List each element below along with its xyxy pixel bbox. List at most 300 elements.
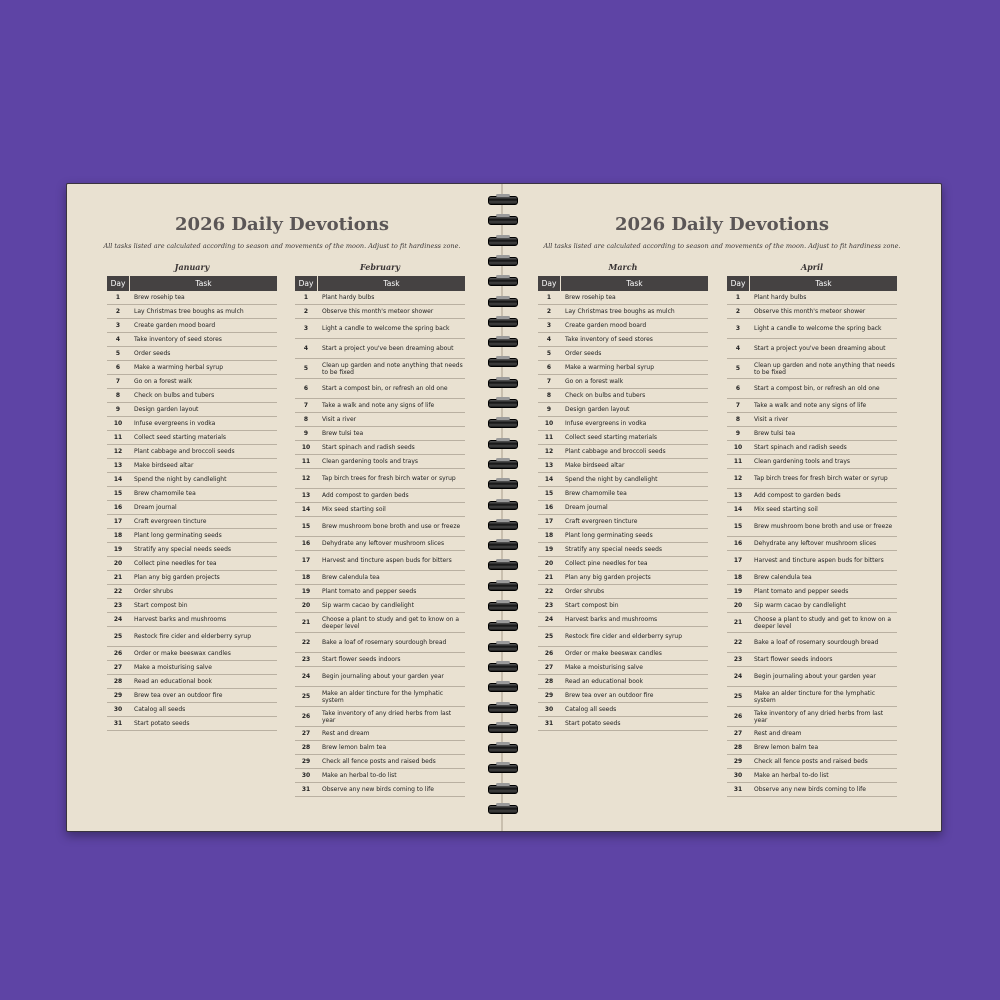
day-number: 16 xyxy=(113,504,123,511)
task-text: Catalog all seeds xyxy=(565,706,617,713)
task-text: Light a candle to welcome the spring back xyxy=(322,325,450,332)
task-row xyxy=(727,571,897,585)
day-number: 10 xyxy=(733,444,743,451)
spiral-ring xyxy=(488,622,518,631)
day-number: 6 xyxy=(546,364,552,371)
task-row xyxy=(107,647,277,661)
day-number: 26 xyxy=(113,650,123,657)
task-text: Craft evergreen tincture xyxy=(134,518,207,525)
task-row xyxy=(538,599,708,613)
task-row xyxy=(295,469,465,489)
task-text: Order seeds xyxy=(565,350,602,357)
spiral-ring xyxy=(488,764,518,773)
task-text: Collect seed starting materials xyxy=(134,434,226,441)
day-number: 10 xyxy=(113,420,123,427)
day-number: 18 xyxy=(301,574,311,581)
spiral-ring xyxy=(488,379,518,388)
task-row xyxy=(727,667,897,687)
task-row xyxy=(538,431,708,445)
task-text: Catalog all seeds xyxy=(134,706,186,713)
day-number: 6 xyxy=(115,364,121,371)
task-row xyxy=(538,459,708,473)
task-row xyxy=(107,417,277,431)
task-text: Order seeds xyxy=(134,350,171,357)
day-number: 31 xyxy=(113,720,123,727)
task-text: Dream journal xyxy=(565,504,608,511)
task-row xyxy=(295,687,465,707)
task-text: Brew lemon balm tea xyxy=(754,744,819,751)
task-row xyxy=(727,427,897,441)
day-column-header: Day xyxy=(107,276,130,291)
spiral-ring xyxy=(488,724,518,733)
day-number: 18 xyxy=(733,574,743,581)
task-row xyxy=(538,445,708,459)
task-text: Mix seed starting soil xyxy=(322,506,386,513)
day-number: 2 xyxy=(735,308,741,315)
table-header xyxy=(107,276,277,291)
day-number: 22 xyxy=(733,639,743,646)
day-number: 9 xyxy=(546,406,552,413)
day-number: 20 xyxy=(544,560,554,567)
task-row xyxy=(107,661,277,675)
day-number: 15 xyxy=(301,523,311,530)
task-text: Brew lemon balm tea xyxy=(322,744,387,751)
task-row xyxy=(727,585,897,599)
day-number: 23 xyxy=(113,602,123,609)
task-row xyxy=(107,613,277,627)
task-row xyxy=(107,543,277,557)
task-row xyxy=(107,473,277,487)
task-text: Start potato seeds xyxy=(134,720,190,727)
task-row xyxy=(538,515,708,529)
task-row xyxy=(727,613,897,633)
day-number: 29 xyxy=(301,758,311,765)
task-text: Make an alder tincture for the lymphatic system xyxy=(322,689,444,704)
task-text: Light a candle to welcome the spring back xyxy=(754,325,882,332)
task-text: Start spinach and radish seeds xyxy=(754,444,847,451)
day-number: 30 xyxy=(301,772,311,779)
day-number: 17 xyxy=(733,557,743,564)
day-number: 1 xyxy=(735,294,741,301)
task-text: Start a project you've been dreaming about xyxy=(754,345,886,352)
task-text: Harvest barks and mushrooms xyxy=(134,616,227,623)
task-text: Make birdseed altar xyxy=(565,462,625,469)
task-row xyxy=(727,687,897,707)
task-row xyxy=(295,599,465,613)
task-text: Choose a plant to study and get to know on a deeper level xyxy=(754,615,892,630)
task-row xyxy=(538,403,708,417)
spiral-ring xyxy=(488,298,518,307)
day-number: 16 xyxy=(301,540,311,547)
task-text: Clean gardening tools and trays xyxy=(754,458,851,465)
task-text: Make birdseed altar xyxy=(134,462,194,469)
day-number: 7 xyxy=(735,402,741,409)
spiral-ring xyxy=(488,643,518,652)
task-row xyxy=(727,633,897,653)
task-row xyxy=(107,445,277,459)
task-text: Begin journaling about your garden year xyxy=(754,673,876,680)
task-text: Restock fire cider and elderberry syrup xyxy=(565,633,683,640)
day-number: 18 xyxy=(544,532,554,539)
day-number: 10 xyxy=(544,420,554,427)
task-row xyxy=(727,653,897,667)
task-text: Plant tomato and pepper seeds xyxy=(322,588,417,595)
task-row xyxy=(295,339,465,359)
task-text: Harvest and tincture aspen buds for bitters xyxy=(754,557,884,564)
task-text: Brew rosehip tea xyxy=(565,294,616,301)
task-row xyxy=(107,717,277,731)
task-row xyxy=(295,769,465,783)
task-row xyxy=(107,627,277,647)
task-column-header: Task xyxy=(195,279,212,288)
task-text: Tap birch trees for fresh birch water or syrup xyxy=(754,475,888,482)
task-row xyxy=(295,741,465,755)
day-number: 27 xyxy=(113,664,123,671)
spiral-ring xyxy=(488,440,518,449)
day-number: 28 xyxy=(301,744,311,751)
task-text: Visit a river xyxy=(754,416,789,423)
task-text: Add compost to garden beds xyxy=(754,492,841,499)
task-row xyxy=(538,717,708,731)
task-row xyxy=(538,487,708,501)
task-text: Choose a plant to study and get to know on a deeper level xyxy=(322,615,460,630)
day-number: 24 xyxy=(544,616,554,623)
day-number: 14 xyxy=(113,476,123,483)
day-number: 25 xyxy=(733,693,743,700)
task-text: Tap birch trees for fresh birch water or syrup xyxy=(322,475,456,482)
day-number: 24 xyxy=(113,616,123,623)
task-row xyxy=(538,375,708,389)
day-number: 24 xyxy=(733,673,743,680)
task-row xyxy=(295,291,465,305)
spiral-ring xyxy=(488,257,518,266)
task-row xyxy=(538,571,708,585)
day-number: 3 xyxy=(303,325,309,332)
day-number: 24 xyxy=(301,673,311,680)
day-number: 28 xyxy=(544,678,554,685)
spiral-ring xyxy=(488,399,518,408)
task-text: Go on a forest walk xyxy=(134,378,193,385)
task-text: Dream journal xyxy=(134,504,177,511)
task-row xyxy=(295,537,465,551)
task-row xyxy=(107,403,277,417)
task-text: Plant cabbage and broccoli seeds xyxy=(565,448,666,455)
day-number: 25 xyxy=(113,633,123,640)
spiral-ring xyxy=(488,663,518,672)
task-text: Dehydrate any leftover mushroom slices xyxy=(754,540,877,547)
task-text: Spend the night by candlelight xyxy=(565,476,658,483)
day-number: 5 xyxy=(303,365,309,372)
task-row xyxy=(538,333,708,347)
spiral-ring xyxy=(488,419,518,428)
task-text: Take a walk and note any signs of life xyxy=(322,402,435,409)
day-number: 7 xyxy=(303,402,309,409)
spiral-binding xyxy=(488,186,518,826)
task-text: Start a project you've been dreaming about xyxy=(322,345,454,352)
task-text: Brew tea over an outdoor fire xyxy=(565,692,654,699)
task-column-header: Task xyxy=(383,279,400,288)
task-row xyxy=(727,339,897,359)
task-row xyxy=(107,585,277,599)
task-row xyxy=(107,361,277,375)
task-row xyxy=(727,727,897,741)
day-number: 14 xyxy=(733,506,743,513)
day-number: 23 xyxy=(733,656,743,663)
task-row xyxy=(538,389,708,403)
task-text: Start a compost bin, or refresh an old one xyxy=(754,385,880,392)
task-text: Make a warming herbal syrup xyxy=(565,364,655,371)
task-text: Harvest barks and mushrooms xyxy=(565,616,658,623)
day-number: 22 xyxy=(301,639,311,646)
task-text: Brew calendula tea xyxy=(322,574,380,581)
day-number: 19 xyxy=(113,546,123,553)
spiral-ring xyxy=(488,277,518,286)
spiral-ring xyxy=(488,561,518,570)
task-row xyxy=(295,359,465,379)
task-text: Add compost to garden beds xyxy=(322,492,409,499)
day-column-header: Day xyxy=(295,276,318,291)
task-row xyxy=(727,755,897,769)
day-number: 28 xyxy=(113,678,123,685)
page-subtitle: All tasks listed are calculated according to season and movements of the moon. Adjust to fit hardiness zone. xyxy=(103,242,461,250)
task-text: Plant long germinating seeds xyxy=(565,532,653,539)
day-number: 17 xyxy=(544,518,554,525)
task-row xyxy=(295,783,465,797)
day-number: 29 xyxy=(113,692,123,699)
task-row xyxy=(538,529,708,543)
day-number: 1 xyxy=(546,294,552,301)
day-number: 8 xyxy=(546,392,552,399)
task-row xyxy=(295,503,465,517)
day-number: 20 xyxy=(733,602,743,609)
task-row xyxy=(538,347,708,361)
task-row xyxy=(295,305,465,319)
day-number: 15 xyxy=(733,523,743,530)
day-number: 9 xyxy=(115,406,121,413)
day-number: 26 xyxy=(301,713,311,720)
spiral-ring xyxy=(488,480,518,489)
spiral-ring xyxy=(488,704,518,713)
spiral-ring xyxy=(488,805,518,814)
task-row xyxy=(295,755,465,769)
right-page xyxy=(507,184,937,831)
day-number: 25 xyxy=(301,693,311,700)
day-number: 5 xyxy=(735,365,741,372)
task-row xyxy=(107,431,277,445)
day-number: 6 xyxy=(735,385,741,392)
spiral-ring xyxy=(488,358,518,367)
task-row xyxy=(538,319,708,333)
task-text: Bake a loaf of rosemary sourdough bread xyxy=(754,639,879,646)
task-row xyxy=(295,441,465,455)
task-row xyxy=(538,585,708,599)
task-row xyxy=(295,455,465,469)
month-table-january xyxy=(107,262,277,731)
spiral-ring xyxy=(488,744,518,753)
spiral-ring xyxy=(488,318,518,327)
task-text: Harvest and tincture aspen buds for bitters xyxy=(322,557,452,564)
task-text: Check on bulbs and tubers xyxy=(134,392,215,399)
task-text: Brew calendula tea xyxy=(754,574,812,581)
task-text: Start spinach and radish seeds xyxy=(322,444,415,451)
task-text: Make a moisturising salve xyxy=(565,664,643,671)
task-text: Order shrubs xyxy=(134,588,174,595)
task-text: Brew chamomile tea xyxy=(134,490,196,497)
task-text: Lay Christmas tree boughs as mulch xyxy=(565,308,675,315)
spiral-ring xyxy=(488,460,518,469)
day-number: 19 xyxy=(544,546,554,553)
task-text: Make an herbal to-do list xyxy=(754,772,829,779)
task-text: Clean gardening tools and trays xyxy=(322,458,419,465)
day-number: 30 xyxy=(733,772,743,779)
task-row xyxy=(107,291,277,305)
task-row xyxy=(295,319,465,339)
task-row xyxy=(538,613,708,627)
task-row xyxy=(727,413,897,427)
task-text: Plant tomato and pepper seeds xyxy=(754,588,849,595)
task-row xyxy=(538,543,708,557)
task-text: Check all fence posts and raised beds xyxy=(754,758,868,765)
task-text: Brew mushroom bone broth and use or freeze xyxy=(754,523,893,530)
day-number: 22 xyxy=(113,588,123,595)
task-text: Start compost bin xyxy=(134,602,188,609)
task-row xyxy=(295,653,465,667)
task-text: Make a warming herbal syrup xyxy=(134,364,224,371)
task-row xyxy=(295,707,465,727)
day-number: 11 xyxy=(113,434,123,441)
table-header xyxy=(727,276,897,291)
day-number: 11 xyxy=(301,458,311,465)
day-number: 9 xyxy=(303,430,309,437)
task-row xyxy=(727,291,897,305)
task-row xyxy=(538,627,708,647)
task-row xyxy=(295,489,465,503)
task-text: Design garden layout xyxy=(565,406,630,413)
day-number: 12 xyxy=(113,448,123,455)
task-text: Start flower seeds indoors xyxy=(322,656,401,663)
day-number: 4 xyxy=(115,336,121,343)
task-row xyxy=(727,551,897,571)
day-number: 3 xyxy=(735,325,741,332)
day-number: 13 xyxy=(733,492,743,499)
task-text: Collect pine needles for tea xyxy=(134,560,217,567)
day-number: 20 xyxy=(301,602,311,609)
day-number: 20 xyxy=(113,560,123,567)
day-number: 7 xyxy=(115,378,121,385)
task-text: Bake a loaf of rosemary sourdough bread xyxy=(322,639,447,646)
task-row xyxy=(295,399,465,413)
day-number: 5 xyxy=(115,350,121,357)
spiral-ring xyxy=(488,785,518,794)
day-number: 26 xyxy=(544,650,554,657)
day-number: 23 xyxy=(544,602,554,609)
task-text: Mix seed starting soil xyxy=(754,506,818,513)
spiral-ring xyxy=(488,683,518,692)
spiral-ring xyxy=(488,602,518,611)
task-row xyxy=(295,613,465,633)
day-column-header: Day xyxy=(727,276,750,291)
task-text: Take inventory of any dried herbs from last year xyxy=(322,709,452,724)
task-row xyxy=(538,291,708,305)
task-row xyxy=(295,427,465,441)
day-number: 27 xyxy=(301,730,311,737)
task-text: Observe any new birds coming to life xyxy=(322,786,434,793)
day-number: 5 xyxy=(546,350,552,357)
day-number: 16 xyxy=(733,540,743,547)
task-text: Dehydrate any leftover mushroom slices xyxy=(322,540,445,547)
planner-spread xyxy=(66,183,942,832)
day-number: 19 xyxy=(733,588,743,595)
task-text: Stratify any special needs seeds xyxy=(134,546,232,553)
day-number: 13 xyxy=(301,492,311,499)
day-number: 4 xyxy=(303,345,309,352)
spiral-ring xyxy=(488,237,518,246)
task-row xyxy=(538,647,708,661)
task-text: Stratify any special needs seeds xyxy=(565,546,663,553)
month-table-february xyxy=(295,262,465,797)
spiral-ring xyxy=(488,196,518,205)
month-table-april xyxy=(727,262,897,797)
task-row xyxy=(538,305,708,319)
day-number: 8 xyxy=(735,416,741,423)
task-row xyxy=(295,551,465,571)
task-row xyxy=(727,599,897,613)
task-row xyxy=(107,389,277,403)
task-row xyxy=(727,707,897,727)
task-row xyxy=(107,571,277,585)
task-text: Design garden layout xyxy=(134,406,199,413)
day-number: 31 xyxy=(733,786,743,793)
task-text: Observe any new birds coming to life xyxy=(754,786,866,793)
day-number: 1 xyxy=(115,294,121,301)
task-row xyxy=(295,633,465,653)
day-number: 14 xyxy=(544,476,554,483)
spiral-ring xyxy=(488,582,518,591)
day-number: 4 xyxy=(735,345,741,352)
day-number: 26 xyxy=(733,713,743,720)
task-row xyxy=(107,487,277,501)
task-text: Check on bulbs and tubers xyxy=(565,392,646,399)
task-text: Make an alder tincture for the lymphatic system xyxy=(754,689,876,704)
task-text: Take inventory of any dried herbs from last year xyxy=(754,709,884,724)
day-number: 25 xyxy=(544,633,554,640)
table-header xyxy=(538,276,708,291)
task-text: Clean up garden and note anything that needs to be fixed xyxy=(754,361,895,376)
task-row xyxy=(727,783,897,797)
task-text: Restock fire cider and elderberry syrup xyxy=(134,633,252,640)
task-row xyxy=(538,675,708,689)
task-text: Start flower seeds indoors xyxy=(754,656,833,663)
day-number: 12 xyxy=(301,475,311,482)
page-title: 2026 Daily Devotions xyxy=(175,214,389,235)
task-text: Brew mushroom bone broth and use or freeze xyxy=(322,523,461,530)
day-number: 29 xyxy=(733,758,743,765)
day-column-header: Day xyxy=(538,276,561,291)
month-table-march xyxy=(538,262,708,731)
task-text: Craft evergreen tincture xyxy=(565,518,638,525)
task-row xyxy=(107,689,277,703)
task-text: Lay Christmas tree boughs as mulch xyxy=(134,308,244,315)
day-number: 17 xyxy=(301,557,311,564)
day-number: 27 xyxy=(733,730,743,737)
task-row xyxy=(295,413,465,427)
task-row xyxy=(727,455,897,469)
task-text: Take inventory of seed stores xyxy=(134,336,222,343)
task-row xyxy=(107,529,277,543)
task-column-header: Task xyxy=(815,279,832,288)
task-text: Sip warm cacao by candlelight xyxy=(322,602,414,609)
task-text: Start a compost bin, or refresh an old one xyxy=(322,385,448,392)
